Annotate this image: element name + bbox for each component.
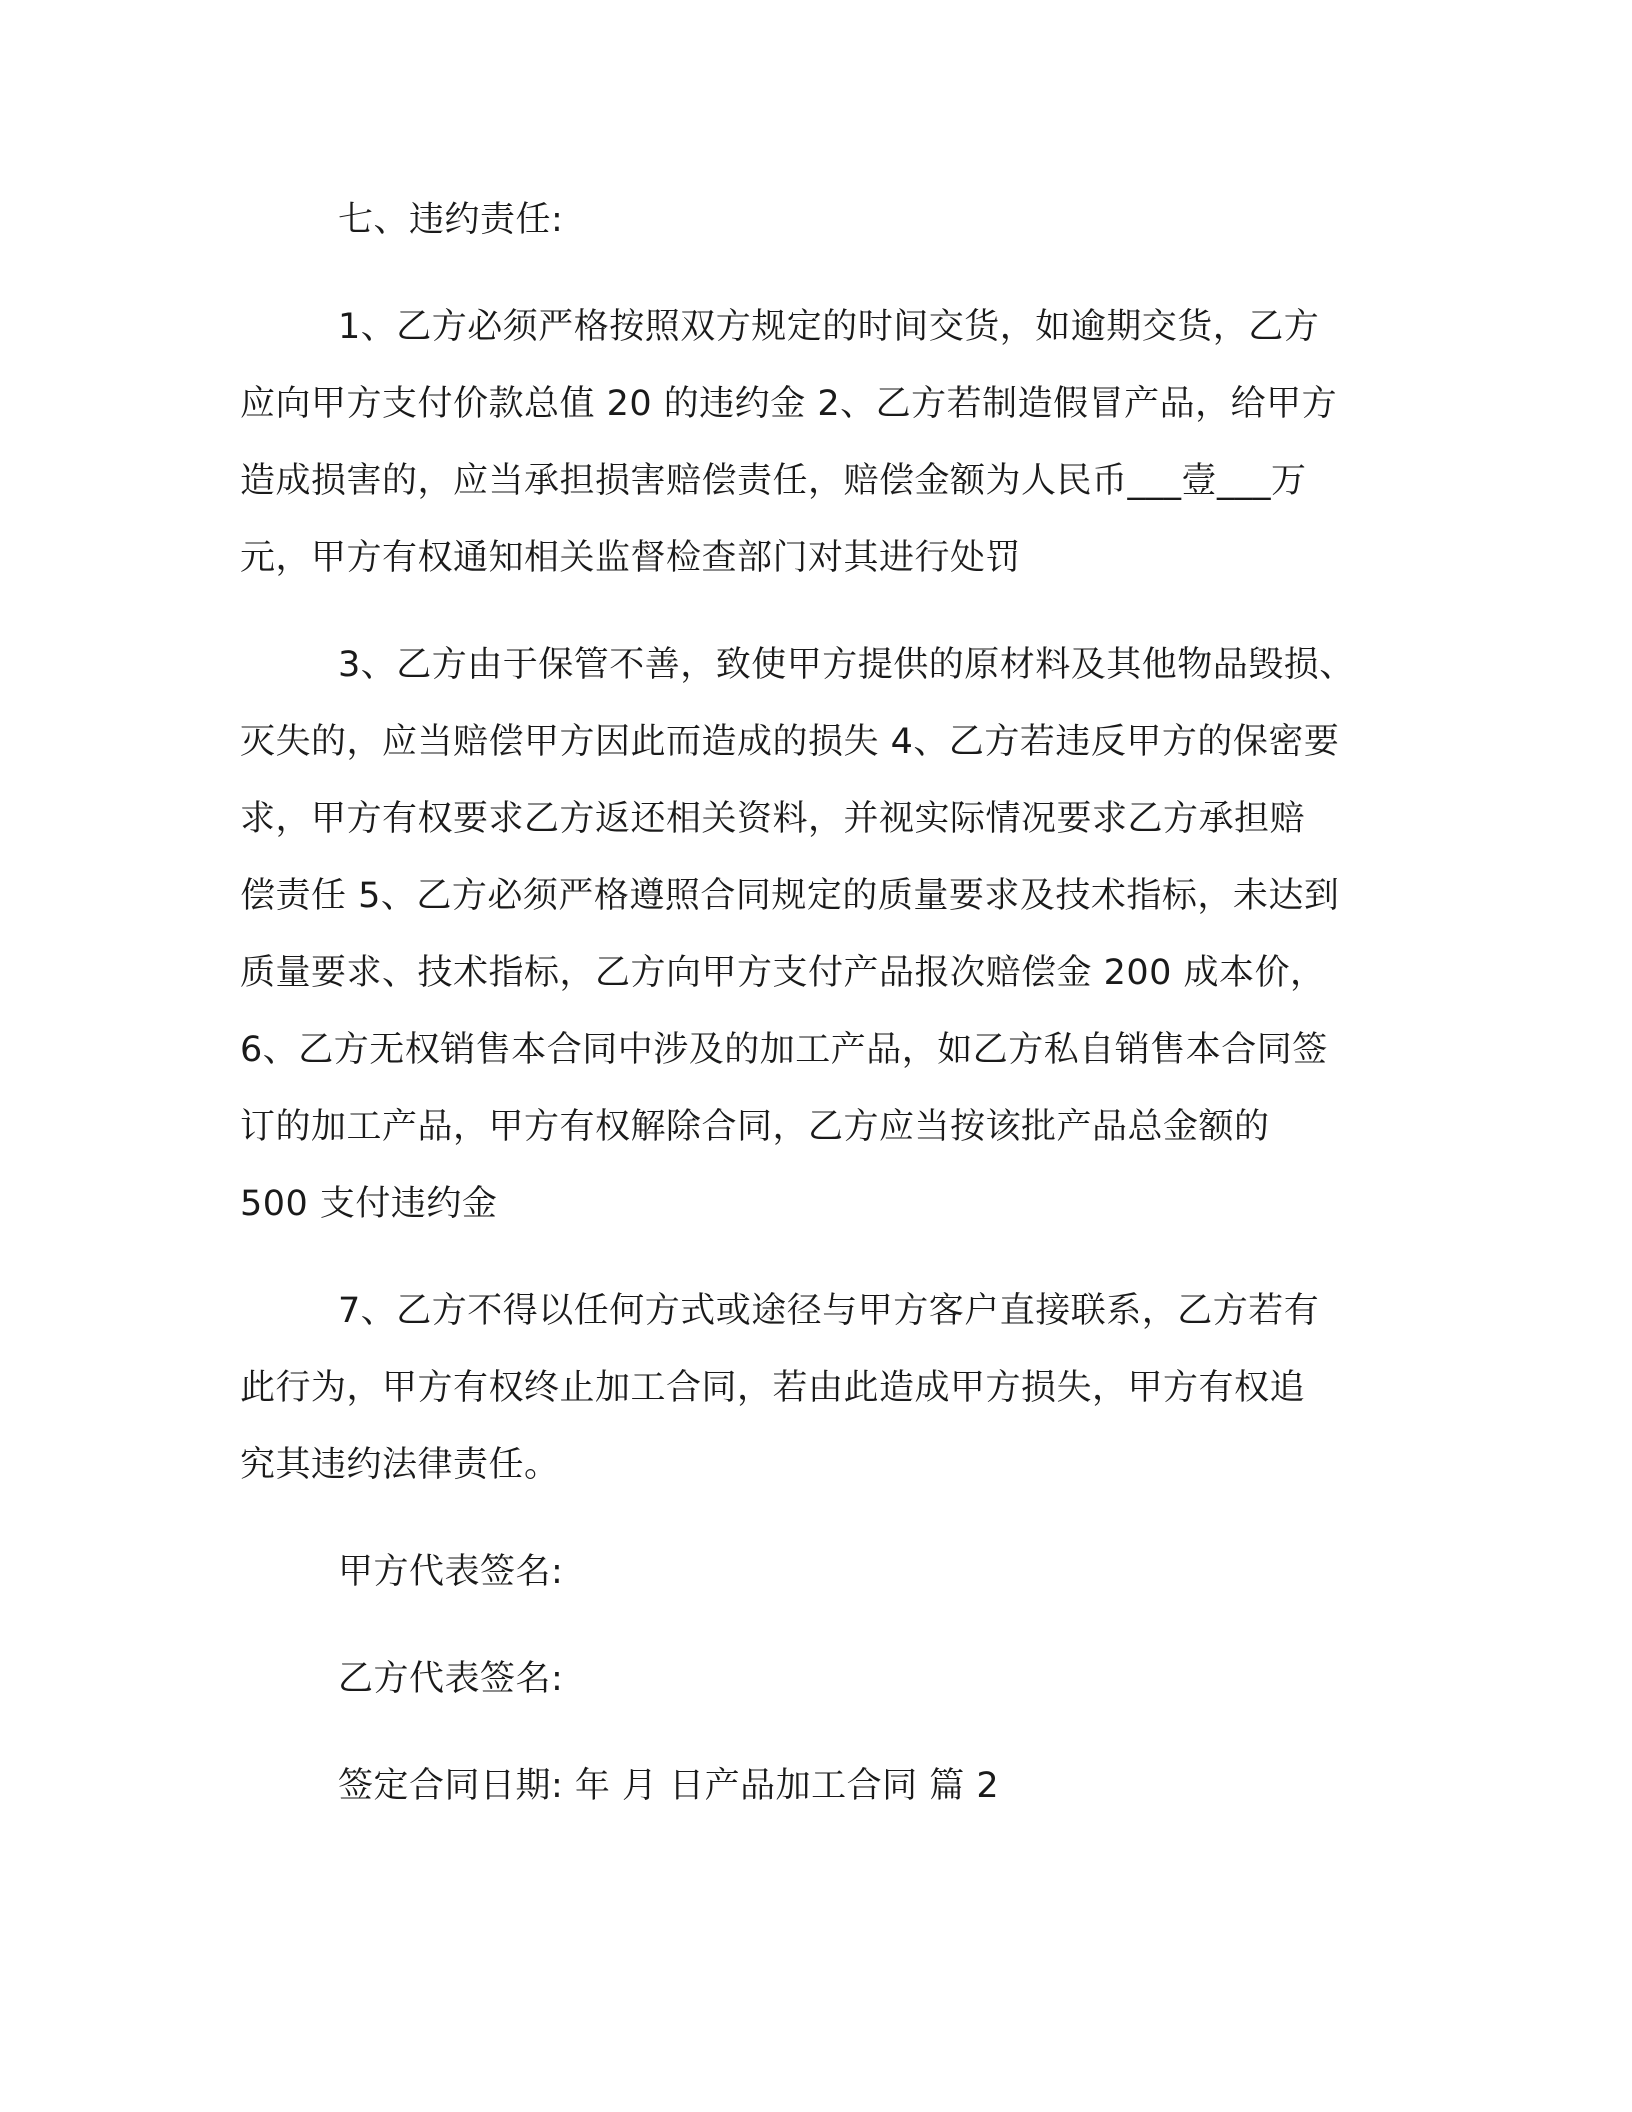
paragraph-1 [240,289,1400,597]
sign-date [240,1748,1400,1825]
paragraph-line: 7、乙方不得以任何方式或途径与甲方客户直接联系，乙方若有 [338,1291,1320,1331]
paragraph-2 [240,627,1400,1243]
section-heading-text: 七、违约责任: [338,200,564,240]
paragraph-line: 究其违约法律责任。 [240,1445,560,1485]
signature-party-a-label: 甲方代表签名: [338,1552,564,1592]
signature-party-b-label: 乙方代表签名: [338,1659,564,1699]
paragraph-line: 质量要求、技术指标，乙方向甲方支付产品报次赔偿金 200 成本价， [240,953,1326,993]
paragraph-line: 偿责任 5、乙方必须严格遵照合同规定的质量要求及技术指标，未达到 [240,876,1340,916]
paragraph-line: 订的加工产品，甲方有权解除合同，乙方应当按该批产品总金额的 [240,1107,1270,1147]
paragraph-line: 此行为，甲方有权终止加工合同，若由此造成甲方损失，甲方有权追 [240,1368,1306,1408]
section-heading [240,182,1400,259]
paragraph-line: 3、乙方由于保管不善，致使甲方提供的原材料及其他物品毁损、 [338,645,1355,685]
paragraph-line: 500 支付违约金 [240,1184,498,1224]
paragraph-line: 元，甲方有权通知相关监督检查部门对其进行处罚 [240,538,1022,578]
document-body [240,182,1400,1825]
signature-party-b [240,1641,1400,1718]
paragraph-line: 1、乙方必须严格按照双方规定的时间交货，如逾期交货，乙方 [338,307,1320,347]
paragraph-line: 造成损害的，应当承担损害赔偿责任，赔偿金额为人民币___壹___万 [240,461,1307,501]
paragraph-line: 6、乙方无权销售本合同中涉及的加工产品，如乙方私自销售本合同签 [240,1030,1328,1070]
paragraph-3 [240,1273,1400,1504]
paragraph-line: 求，甲方有权要求乙方返还相关资料，并视实际情况要求乙方承担赔 [240,799,1306,839]
signature-party-a [240,1534,1400,1611]
paragraph-line: 应向甲方支付价款总值 20 的违约金 2、乙方若制造假冒产品，给甲方 [240,384,1338,424]
sign-date-label: 签定合同日期: 年 月 日产品加工合同 篇 2 [338,1766,1000,1806]
paragraph-line: 灭失的，应当赔偿甲方因此而造成的损失 4、乙方若违反甲方的保密要 [240,722,1340,762]
